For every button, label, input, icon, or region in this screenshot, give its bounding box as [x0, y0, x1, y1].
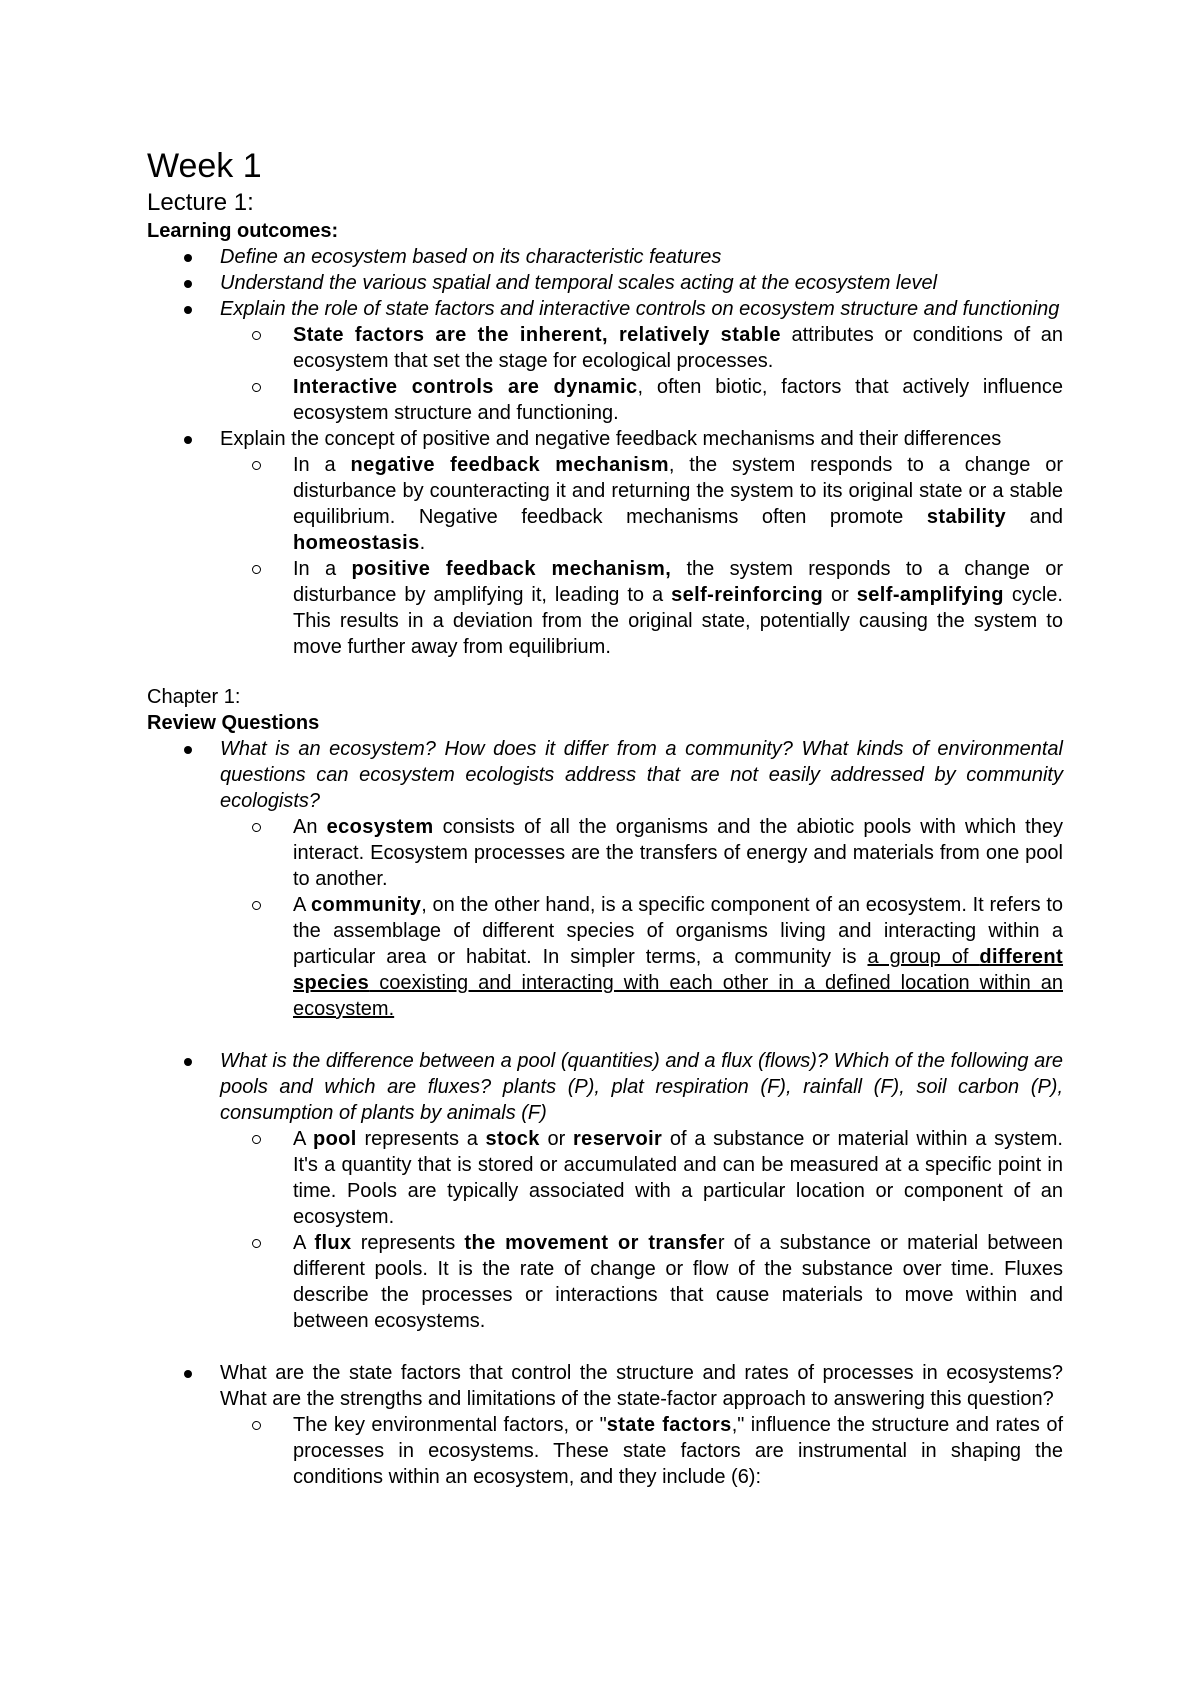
outcome-text: Explain the role of state factors and interactive controls on ecosystem structure and functioning	[220, 298, 1060, 320]
sub-list-item	[220, 452, 1063, 556]
review-questions-heading: Review Questions	[147, 712, 320, 734]
list-item	[147, 1048, 1063, 1334]
answer-text: A community, on the other hand, is a specific component of an ecosystem. It refers to the assemblage of different species of organisms living and interacting within a particular area or habitat. In simpler terms, a community is a group of different species coexisting and interacting with each other in a defined location within an ecosystem.	[293, 894, 1064, 1020]
week-title: Week 1	[147, 147, 262, 185]
outcome-text: Define an ecosystem based on its characteristic features	[220, 246, 722, 268]
question-text: What is the difference between a pool (quantities) and a flux (flows)? Which of the following are pools and which are fluxes? plants (P), plat respiration (F), rainfall (F), soil carbon (P), consumption of plants by animals (F)	[220, 1050, 1063, 1124]
sub-list-item	[220, 1126, 1063, 1230]
sub-list	[220, 1412, 1063, 1490]
question-text: What are the state factors that control the structure and rates of processes in ecosystems? What are the strengths and limitations of the state-factor approach to answering this question?	[220, 1362, 1063, 1410]
list-item	[147, 296, 1063, 426]
sub-list	[220, 452, 1063, 660]
learning-outcomes-heading: Learning outcomes:	[147, 220, 339, 242]
outcome-text: Understand the various spatial and temporal scales acting at the ecosystem level	[220, 272, 938, 294]
document-content	[147, 146, 1063, 1490]
lecture-title: Lecture 1:	[147, 189, 254, 216]
sub-list-item	[220, 1230, 1063, 1334]
outcome-text: Explain the concept of positive and negative feedback mechanisms and their differences	[220, 428, 1002, 450]
sub-list-item	[220, 556, 1063, 660]
review-questions-list	[147, 736, 1063, 1490]
sub-list	[220, 322, 1063, 426]
state-factors-note: State factors are the inherent, relatively stable attributes or conditions of an ecosystem that set the stage for ecological processes.	[293, 324, 1063, 372]
positive-feedback-note: In a positive feedback mechanism, the system responds to a change or disturbance by amplifying it, leading to a self-reinforcing or self-amplifying cycle. This results in a deviation from the original state, potentially causing the system to move further away from equilibrium.	[293, 558, 1063, 658]
sub-list-item	[220, 814, 1063, 892]
list-item	[147, 736, 1063, 1022]
answer-text: The key environmental factors, or "state factors," influence the structure and rates of processes in ecosystems. These state factors are instrumental in shaping the conditions within an ecosystem, and they include (6):	[293, 1414, 1064, 1488]
sub-list	[220, 1126, 1063, 1334]
chapter-title: Chapter 1:	[147, 686, 241, 708]
list-item	[147, 270, 1063, 296]
list-item	[147, 1360, 1063, 1490]
list-item	[147, 244, 1063, 270]
negative-feedback-note: In a negative feedback mechanism, the system responds to a change or disturbance by counteracting it and returning the system to its original state or a stable equilibrium. Negative feedback mechanisms often promote stability and homeostasis.	[293, 454, 1063, 554]
interactive-controls-note: Interactive controls are dynamic, often biotic, factors that actively influence ecosystem structure and functioning.	[293, 376, 1063, 424]
answer-text: A pool represents a stock or reservoir of a substance or material within a system. It's a quantity that is stored or accumulated and can be measured at a specific point in time. Pools are typically associated with a particular location or component of an ecosystem.	[293, 1128, 1063, 1228]
answer-text: A flux represents the movement or transfer of a substance or material between different pools. It is the rate of change or flow of the substance over time. Fluxes describe the processes or interactions that cause materials to move within and between ecosystems.	[293, 1232, 1063, 1332]
sub-list-item	[220, 322, 1063, 374]
answer-text: An ecosystem consists of all the organisms and the abiotic pools with which they interact. Ecosystem processes are the transfers of energy and materials from one pool to another.	[293, 816, 1063, 890]
question-text: What is an ecosystem? How does it differ from a community? What kinds of environmental questions can ecosystem ecologists address that are not easily addressed by community ecologists?	[220, 738, 1063, 812]
sub-list	[220, 814, 1063, 1022]
list-item	[147, 426, 1063, 660]
sub-list-item	[220, 892, 1063, 1022]
sub-list-item	[220, 1412, 1063, 1490]
learning-outcomes-list	[147, 244, 1063, 660]
sub-list-item	[220, 374, 1063, 426]
